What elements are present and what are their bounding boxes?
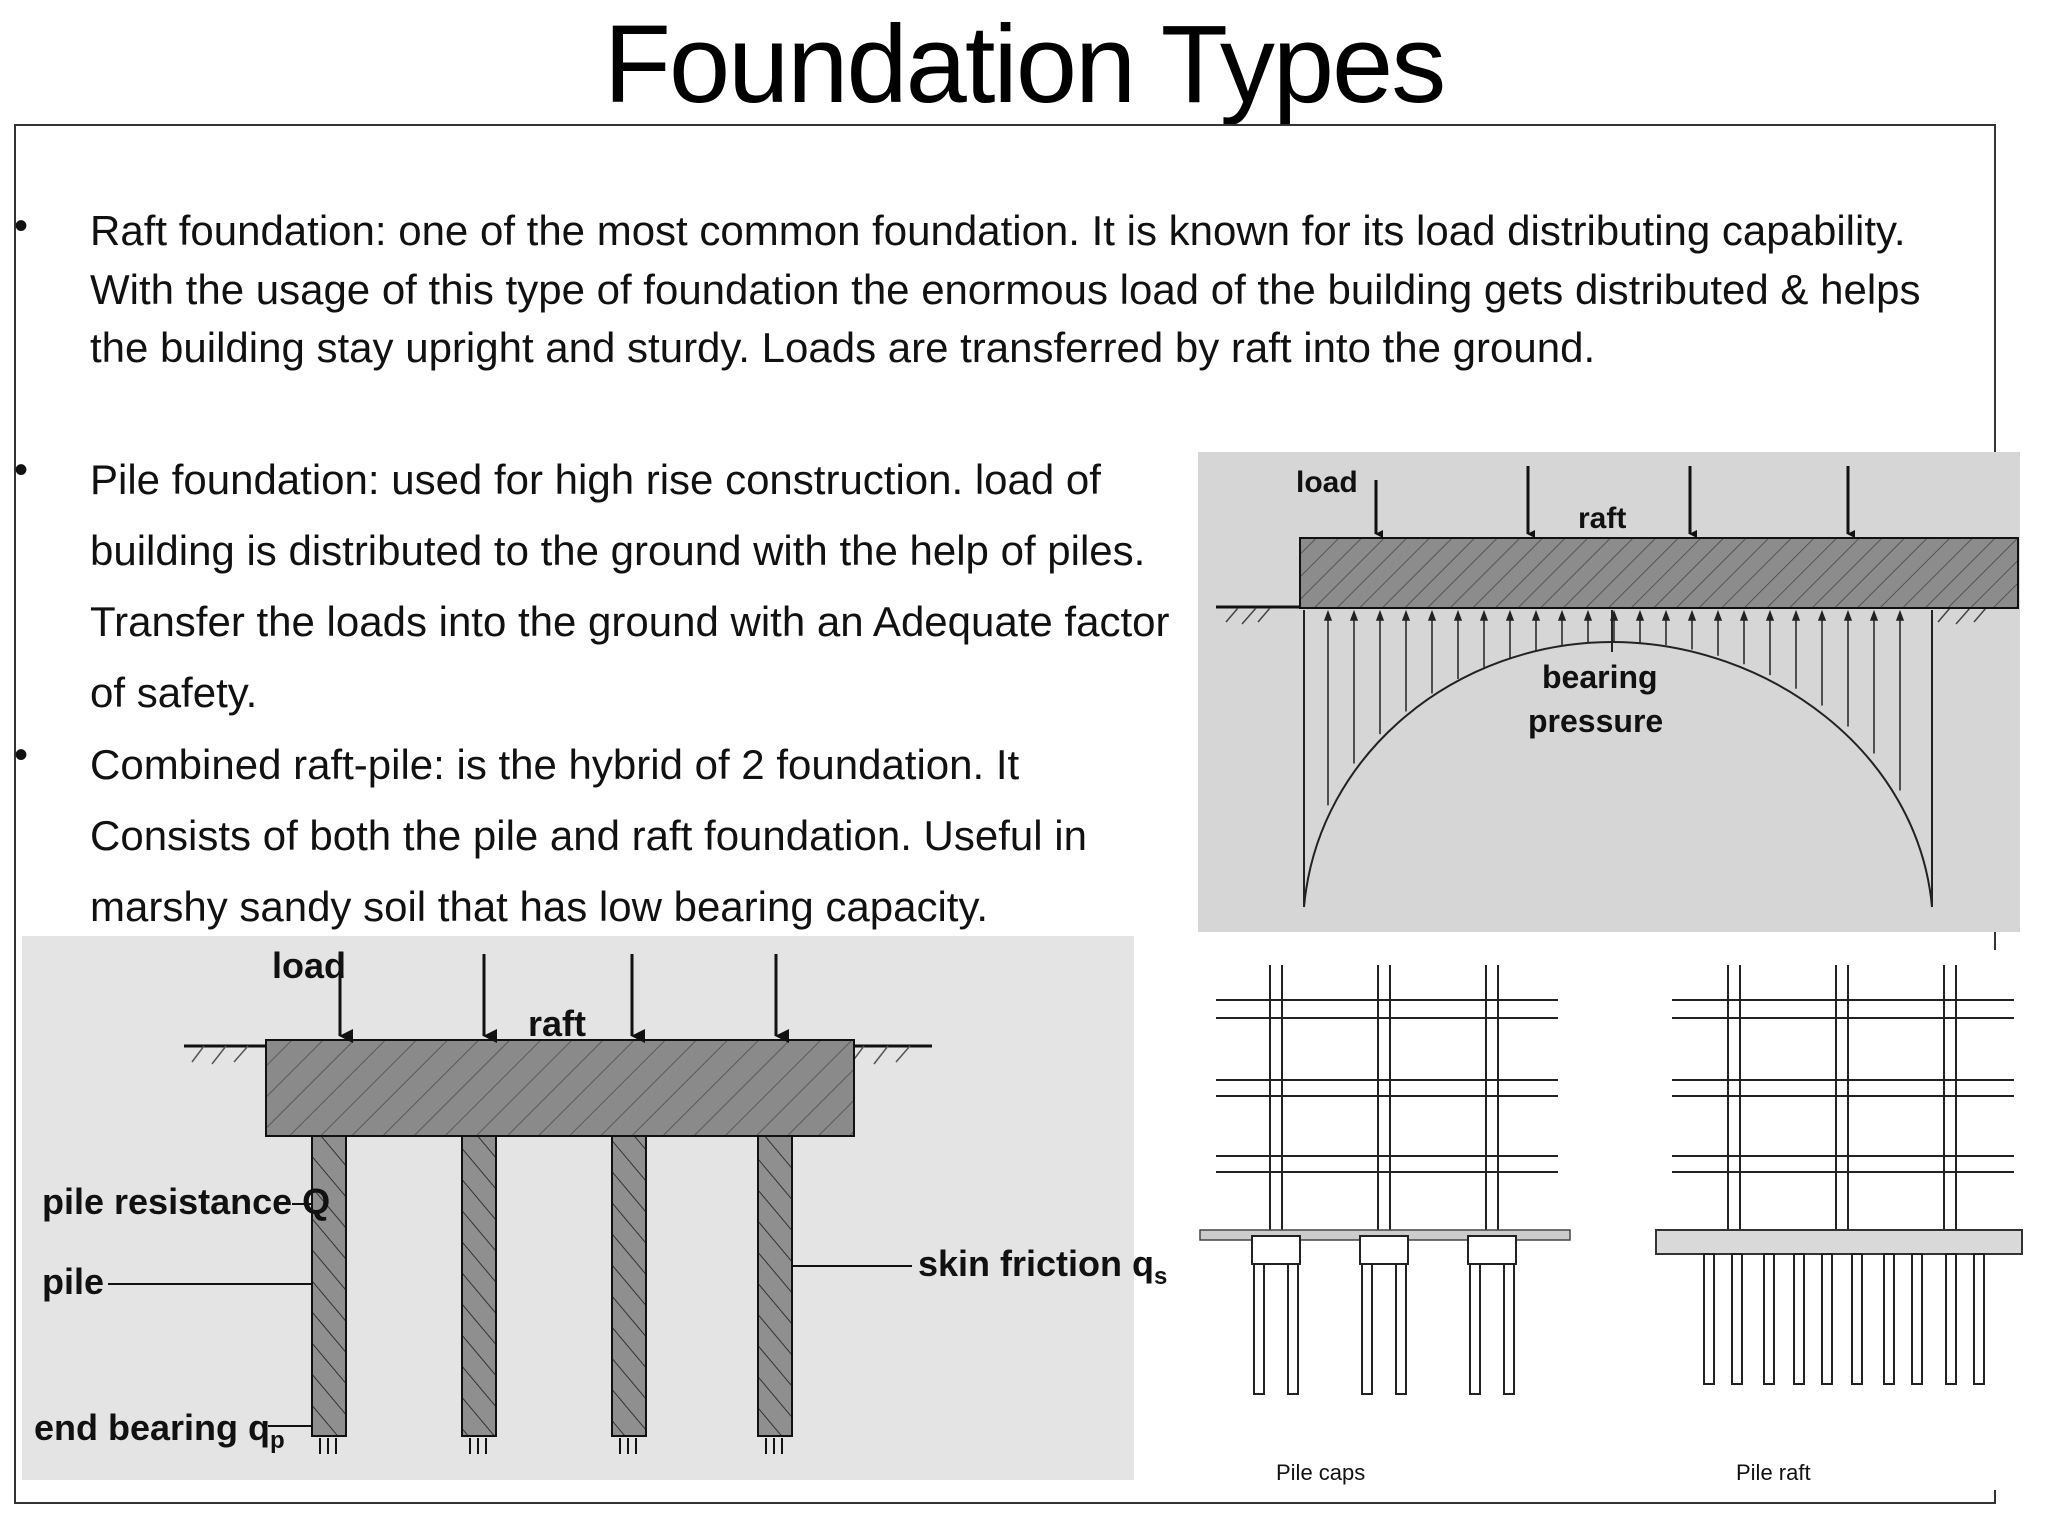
bullet-text: Pile foundation: used for high rise construction. load of building is distributed to the ground with the help of piles. Transfer the loads into the ground with an Adequate factor of safety. — [90, 456, 1170, 716]
bullet-marker: • — [14, 733, 29, 777]
pile-resistance-label: pile resistance Q — [42, 1181, 331, 1222]
end-bearing-label: end bearing $q_p$ — [34, 1407, 285, 1454]
bullet-marker: • — [14, 204, 29, 248]
load-label: load — [1296, 466, 1358, 499]
bullet-marker: • — [14, 448, 29, 492]
raft-pile-diagram — [22, 936, 1168, 1480]
skin-friction-label: skin friction $q_s$ — [918, 1243, 1168, 1290]
pile-raft-caption: Pile raft — [1736, 1460, 1811, 1485]
raft-bearing-pressure-diagram — [1198, 452, 2020, 932]
bullet-text: Combined raft-pile: is the hybrid of 2 foundation. It Consists of both the pile and raft foundation. Useful in marshy sandy soil that has low bearing capacity. — [90, 741, 1087, 930]
pile-2 — [462, 1136, 496, 1436]
bearing-label-line2: pressure — [1528, 703, 1664, 739]
pile-3 — [612, 1136, 646, 1436]
pile-caps — [1252, 1236, 1516, 1264]
raft-label: raft — [528, 1003, 587, 1044]
raft-slab — [1300, 538, 2018, 608]
load-label: load — [272, 945, 347, 986]
raft-slab — [266, 1040, 854, 1136]
pile-caps-vs-pile-raft-diagram — [1196, 950, 2026, 1490]
raft-label: raft — [1578, 502, 1627, 535]
bearing-label-line1: bearing — [1542, 659, 1658, 695]
pile-label: pile — [42, 1261, 105, 1302]
pile-caps-caption: Pile caps — [1276, 1460, 1366, 1485]
bullet-text: Raft foundation: one of the most common foundation. It is known for its load distributing capability. With the usage of this type of foundation the enormous load of the building gets distributed & helps the building stay upright and sturdy. Loads are transferred by raft into the ground. — [90, 207, 1921, 371]
slide-title: Foundation Types — [603, 3, 1445, 126]
pile-4 — [758, 1136, 792, 1436]
pile-raft-slab — [1656, 1230, 2022, 1254]
